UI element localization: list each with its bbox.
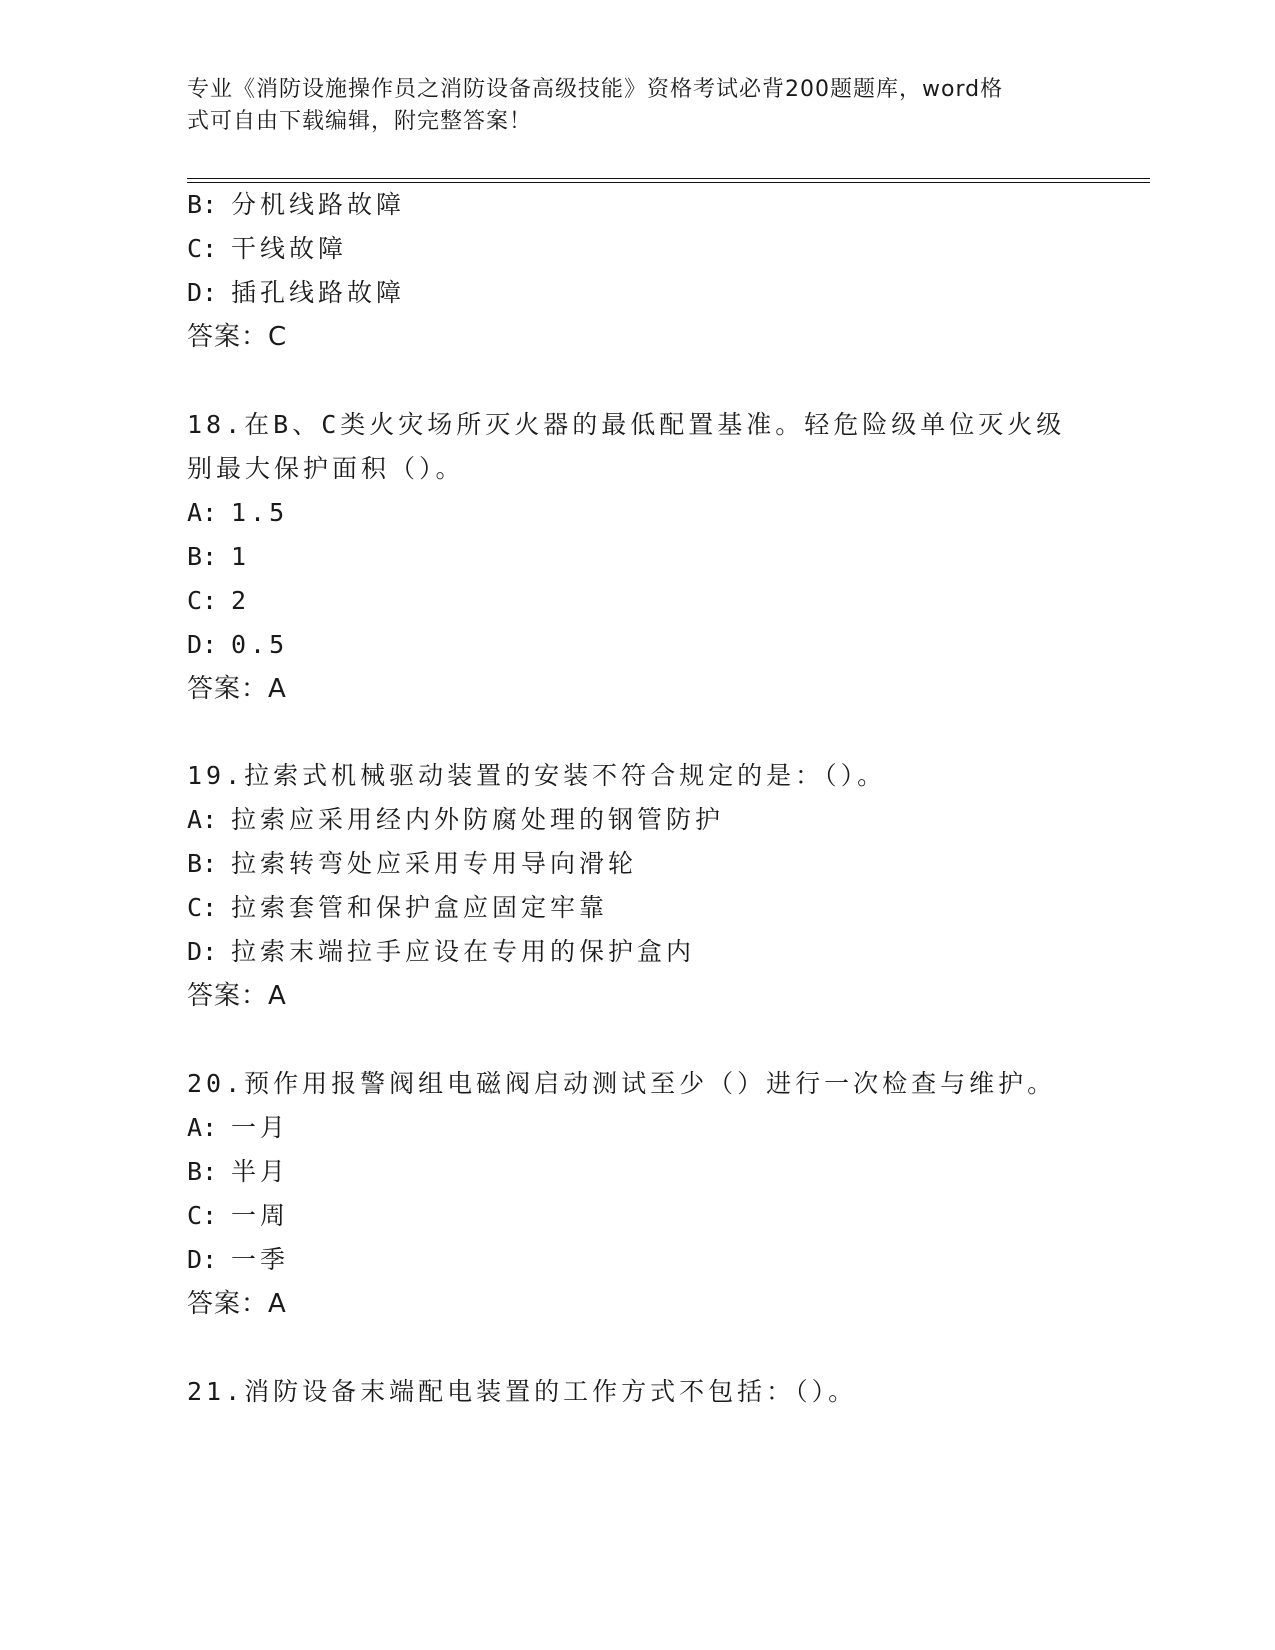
option-text: 拉索转弯处应采用专用导向滑轮 — [231, 849, 638, 878]
option-b — [187, 189, 405, 221]
option-label: C: — [187, 1201, 218, 1230]
question-21-stem: 21.消防设备末端配电装置的工作方式不包括：（）。 — [187, 1377, 858, 1406]
answer-line: 答案：A — [187, 1289, 287, 1319]
option-c — [187, 585, 250, 617]
option-label: C: — [187, 893, 218, 922]
question-18-stem-line-2: 别最大保护面积（）。 — [187, 454, 465, 483]
answer-line: 答案：A — [187, 674, 287, 704]
question-19-stem: 19.拉索式机械驱动装置的安装不符合规定的是：（）。 — [187, 761, 887, 790]
option-text: 一周 — [231, 1201, 290, 1230]
option-a — [187, 804, 724, 836]
option-label: A: — [187, 805, 218, 834]
option-label: A: — [187, 1113, 218, 1142]
option-label: C: — [187, 234, 218, 263]
option-text: 插孔线路故障 — [231, 278, 406, 307]
option-text: 拉索套管和保护盒应固定牢靠 — [231, 893, 609, 922]
question-20-stem: 20.预作用报警阀组电磁阀启动测试至少（）进行一次检查与维护。 — [187, 1069, 1057, 1098]
option-text: 0.5 — [231, 630, 289, 659]
option-text: 半月 — [231, 1157, 290, 1186]
option-label: C: — [187, 586, 218, 615]
option-text: 1.5 — [231, 498, 289, 527]
option-d — [187, 936, 695, 968]
option-label: A: — [187, 498, 218, 527]
option-label: B: — [187, 190, 218, 219]
option-a — [187, 497, 288, 529]
answer-line: 答案：C — [187, 322, 288, 352]
answer-line: 答案：A — [187, 981, 287, 1011]
option-label: B: — [187, 849, 218, 878]
option-label: D: — [187, 630, 218, 659]
option-b — [187, 848, 637, 880]
option-b — [187, 541, 250, 573]
option-text: 干线故障 — [231, 234, 348, 263]
option-c — [187, 233, 347, 265]
option-text: 分机线路故障 — [231, 190, 406, 219]
option-label: D: — [187, 1245, 218, 1274]
header-line-1: 专业《消防设施操作员之消防设备高级技能》资格考试必背200题题库，word格 — [187, 77, 1004, 102]
option-c — [187, 892, 608, 924]
option-d — [187, 277, 405, 309]
header-line-2: 式可自由下载编辑，附完整答案！ — [187, 109, 533, 134]
option-b — [187, 1156, 289, 1188]
option-text: 一季 — [231, 1245, 290, 1274]
option-label: B: — [187, 1157, 218, 1186]
option-text: 2 — [231, 586, 251, 615]
document-header — [187, 74, 1067, 138]
question-18-stem-line-1: 18.在B、C类火灾场所灭火器的最低配置基准。轻危险级单位灭火级 — [187, 410, 1066, 439]
option-label: D: — [187, 937, 218, 966]
option-label: D: — [187, 278, 218, 307]
option-d — [187, 1244, 289, 1276]
header-divider-top — [187, 178, 1150, 179]
option-text: 拉索应采用经内外防腐处理的钢管防护 — [231, 805, 725, 834]
option-label: B: — [187, 542, 218, 571]
option-text: 1 — [231, 542, 251, 571]
option-d — [187, 629, 288, 661]
option-a — [187, 1112, 289, 1144]
option-text: 拉索末端拉手应设在专用的保护盒内 — [231, 937, 696, 966]
option-c — [187, 1200, 289, 1232]
option-text: 一月 — [231, 1113, 290, 1142]
header-divider-bottom — [187, 182, 1150, 183]
